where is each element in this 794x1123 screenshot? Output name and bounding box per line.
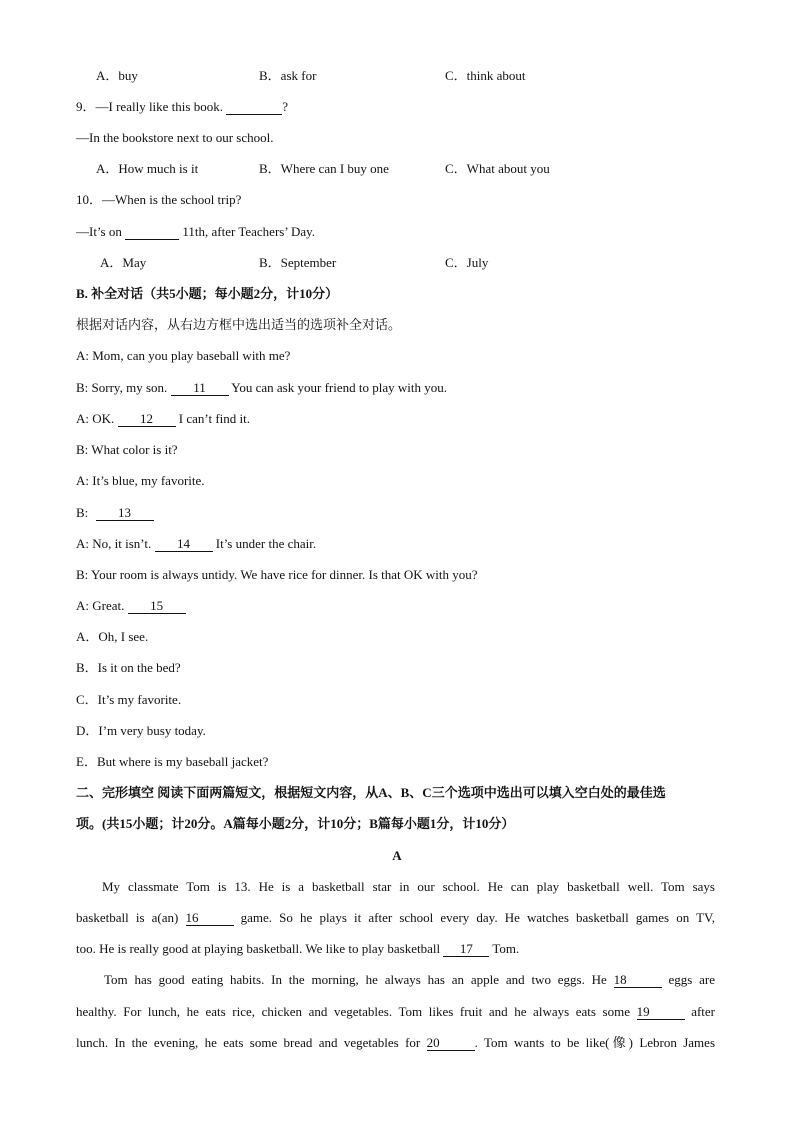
- q8-option-c: C．think about: [445, 68, 526, 83]
- q10-option-b: B．September: [259, 255, 337, 270]
- dialogue-line-2-pre: B: Sorry, my son.: [76, 380, 168, 395]
- blank-14: 14: [155, 537, 213, 552]
- dialogue-line-3-pre: A: OK.: [76, 411, 115, 426]
- section-ii-title-line-2: 项。(共15小题；计20分。A篇每小题2分，计10分；B篇每小题1分，计10分）: [76, 816, 515, 831]
- q10-question-text: —When is the school trip?: [102, 192, 242, 207]
- choice-b: B．Is it on the bed?: [76, 660, 181, 675]
- blank-12: 12: [118, 412, 176, 427]
- blank-18: 18: [614, 973, 662, 988]
- blank-20: 20: [427, 1036, 475, 1051]
- dialogue-line-8: B: Your room is always untidy. We have rice for dinner. Is that OK with you?: [76, 567, 478, 582]
- passage-p1-line-2-pre: basketball is a(an): [76, 910, 179, 925]
- choice-a: A．Oh, I see.: [76, 629, 149, 644]
- dialogue-line-1: A: Mom, can you play baseball with me?: [76, 348, 291, 363]
- dialogue-line-9: [76, 597, 186, 615]
- blank-16: 16: [186, 911, 234, 926]
- q9-question-text: —I really like this book.: [95, 99, 223, 114]
- dialogue-line-9-pre: A: Great.: [76, 598, 125, 613]
- q9-option-a: A．How much is it: [96, 161, 199, 176]
- passage-p1-line-3: [76, 940, 519, 958]
- passage-p2-line-1: [104, 971, 715, 989]
- dialogue-line-7: [76, 535, 316, 553]
- blank-19: 19: [637, 1005, 685, 1020]
- passage-p2-line-3: [76, 1034, 715, 1052]
- passage-label: A: [392, 848, 402, 863]
- passage-p1-line-3-pre: too. He is really good at playing basketball. We like to play basketball: [76, 941, 441, 956]
- choice-d: D．I’m very busy today.: [76, 723, 206, 738]
- passage-p2-line-2-pre: healthy. For lunch, he eats rice, chicken and vegetables. Tom likes fruit and he always eats some: [76, 1004, 630, 1019]
- dialogue-line-3-post: I can’t find it.: [178, 411, 251, 426]
- q10-blank: [125, 225, 179, 240]
- q10-question: [76, 191, 241, 209]
- passage-p2-line-2: [76, 1003, 715, 1021]
- blank-13: 13: [96, 506, 154, 521]
- q9-option-c: C．What about you: [445, 161, 550, 176]
- q8-option-a: A．buy: [96, 68, 138, 83]
- choice-e: E．But where is my baseball jacket?: [76, 754, 269, 769]
- q10-answer-post: 11th, after Teachers’ Day.: [182, 224, 316, 239]
- section-b-title: B. 补全对话（共5小题；每小题2分，计10分）: [76, 286, 339, 301]
- passage-p2-line-1-pre: Tom has good eating habits. In the morning, he always has an apple and two eggs. He: [104, 972, 607, 987]
- section-b-instruction: 根据对话内容，从右边方框中选出适当的选项补全对话。: [76, 317, 402, 332]
- q9-question: [76, 98, 288, 116]
- passage-p2-line-3-pre: lunch. In the evening, he eats some bread and vegetables for: [76, 1035, 421, 1050]
- section-ii-title-line-1: 二、完形填空 阅读下面两篇短文，根据短文内容，从A、B、C三个选项中选出可以填入空白处的最佳选: [76, 785, 666, 800]
- q8-option-b: B．ask for: [259, 68, 317, 83]
- passage-p2-line-1-post: eggs are: [668, 972, 716, 987]
- passage-p2-line-2-post: after: [691, 1004, 715, 1019]
- dialogue-line-2: [76, 379, 447, 397]
- dialogue-line-7-post: It’s under the chair.: [215, 536, 317, 551]
- q9-blank: [226, 100, 282, 115]
- q9-question-mark: ?: [282, 99, 288, 114]
- dialogue-line-7-pre: A: No, it isn’t.: [76, 536, 152, 551]
- blank-11: 11: [171, 381, 229, 396]
- q10-option-a: A．May: [100, 255, 147, 270]
- dialogue-line-2-post: You can ask your friend to play with you.: [231, 380, 447, 395]
- choice-c: C．It’s my favorite.: [76, 692, 182, 707]
- q9-option-b: B．Where can I buy one: [259, 161, 389, 176]
- q9-number: 9．: [76, 99, 96, 114]
- q10-option-c: C．July: [445, 255, 489, 270]
- dialogue-line-5: A: It’s blue, my favorite.: [76, 473, 205, 488]
- dialogue-line-4: B: What color is it?: [76, 442, 178, 457]
- passage-p1-line-2: [76, 909, 715, 927]
- passage-p1-line-2-post: game. So he plays it after school every day. He watches basketball games on TV,: [240, 910, 716, 925]
- q10-number: 10．: [76, 192, 103, 207]
- passage-p1-line-1: My classmate Tom is 13. He is a basketball star in our school. He can play basketball well. Tom says: [102, 879, 715, 894]
- q10-answer: [76, 223, 315, 241]
- blank-17: 17: [443, 942, 489, 957]
- dialogue-line-3: [76, 410, 250, 428]
- passage-p2-line-3-post: . Tom wants to be like(像) Lebron James: [474, 1035, 715, 1050]
- dialogue-line-6-pre: B:: [76, 505, 89, 520]
- dialogue-line-6: [76, 504, 154, 522]
- passage-p1-line-3-post: Tom.: [492, 941, 520, 956]
- q9-answer: —In the bookstore next to our school.: [76, 130, 274, 145]
- blank-15: 15: [128, 599, 186, 614]
- q10-answer-pre: —It’s on: [76, 224, 122, 239]
